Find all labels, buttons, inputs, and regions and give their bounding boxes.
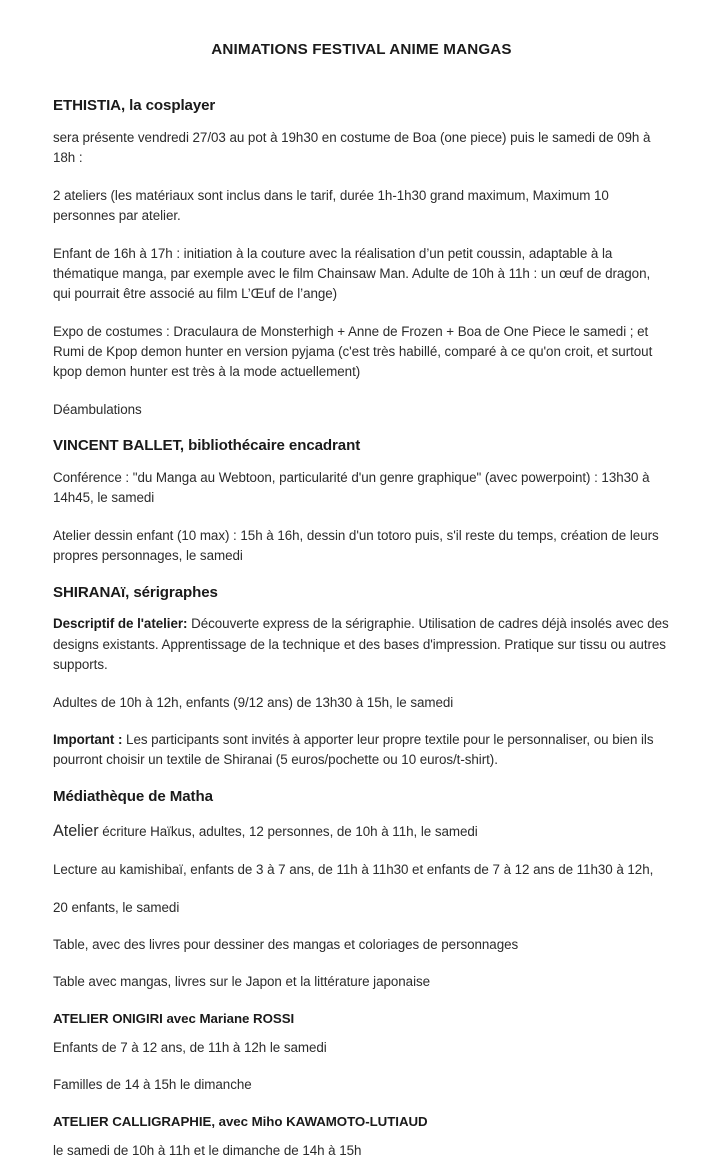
vincent-ballet-paragraph-conference: Conférence : "du Manga au Webtoon, particularité d'un genre graphique" (avec powerpoint) : 13h30 à 14h45, le samedi <box>53 470 650 506</box>
shiranai-paragraph-horaires: Adultes de 10h à 12h, enfants (9/12 ans) de 13h30 à 15h, le samedi <box>53 694 454 710</box>
ethistia-paragraph-enfant-adulte: Enfant de 16h à 17h : initiation à la couture avec la réalisation d’un petit coussin, adaptable à la thématique manga, par exemple avec le film Chainsaw Man. Adulte de 10h à 11h : un œuf de dragon, qui pourrait être associé au film L’Œuf de l’ange) <box>53 245 651 302</box>
calligraphie-paragraph-horaires: le samedi de 10h à 11h et le dimanche de 14h à 15h <box>53 1142 362 1158</box>
ethistia-paragraph-deambulations: Déambulations <box>53 401 142 417</box>
section-heading-vincent-ballet: VINCENT BALLET, bibliothécaire encadrant <box>53 437 361 455</box>
ethistia-paragraph-presence: sera présente vendredi 27/03 au pot à 19h30 en costume de Boa (one piece) puis le samedi de 09h à 18h : <box>53 130 651 166</box>
ethistia-paragraph-ateliers: 2 ateliers (les matériaux sont inclus dans le tarif, durée 1h-1h30 grand maximum, Maximum 10 personnes par atelier. <box>53 187 609 224</box>
mediatheque-paragraph-kamishibai: Lecture au kamishibaï, enfants de 3 à 7 ans, de 11h à 11h30 et enfants de 7 à 12 ans de 11h30 à 12h, <box>53 862 654 878</box>
section-heading-ethistia: ETHISTIA, la cosplayer <box>53 97 216 115</box>
shiranai-paragraph-important <box>53 730 670 771</box>
mediatheque-paragraph-atelier-haikus <box>53 819 670 844</box>
shiranai-descriptif-label: Descriptif de l'atelier: <box>53 616 188 632</box>
mediatheque-paragraph-table-mangas: Table avec mangas, livres sur le Japon et la littérature japonaise <box>53 974 431 990</box>
shiranai-important-text: Les participants sont invités à apporter leur propre textile pour le personnaliser, ou bien ils pourront choisir un textile de Shiranai (5 euros/pochette ou 10 euros/t-shirt). <box>53 731 654 768</box>
onigiri-paragraph-enfants: Enfants de 7 à 12 ans, de 11h à 12h le samedi <box>53 1039 327 1055</box>
onigiri-paragraph-familles: Familles de 14 à 15h le dimanche <box>53 1077 252 1093</box>
shiranai-descriptif-text: Découverte express de la sérigraphie. Utilisation de cadres déjà insolés avec des designs existants. Apprentissage de la technique et des bases d'impression. Pratique sur tissu ou autres supports. <box>53 616 669 673</box>
section-heading-shiranai: SHIRANAï, sérigraphes <box>53 583 218 601</box>
section-heading-atelier-calligraphie: ATELIER CALLIGRAPHIE, avec Miho KAWAMOTO-LUTIAUD <box>53 1113 428 1129</box>
section-heading-mediatheque: Médiathèque de Matha <box>53 787 213 805</box>
mediatheque-atelier-detail: écriture Haïkus, adultes, 12 personnes, de 10h à 11h, le samedi <box>98 823 478 839</box>
vincent-ballet-paragraph-atelier-dessin: Atelier dessin enfant (10 max) : 15h à 16h, dessin d'un totoro puis, s'il reste du temps, création de leurs propres personnages, le samedi <box>53 527 659 564</box>
mediatheque-paragraph-table-livres: Table, avec des livres pour dessiner des mangas et coloriages de personnages <box>53 936 519 952</box>
ethistia-paragraph-expo-costumes: Expo de costumes : Draculaura de Monsterhigh + Anne de Frozen + Boa de One Piece le samedi ; et Rumi de Kpop demon hunter en version pyjama (c'est très habillé, comparé à ce qu'on croit, et surtout kpop demon hunter est très à la mode actuellement) <box>53 323 653 380</box>
mediatheque-atelier-keyword: Atelier <box>53 821 99 840</box>
section-heading-atelier-onigiri: ATELIER ONIGIRI avec Mariane ROSSI <box>53 1010 295 1026</box>
shiranai-paragraph-descriptif <box>53 614 670 675</box>
shiranai-important-label: Important : <box>53 731 123 747</box>
page-title: ANIMATIONS FESTIVAL ANIME MANGAS <box>211 41 512 58</box>
mediatheque-paragraph-20-enfants: 20 enfants, le samedi <box>53 899 180 915</box>
